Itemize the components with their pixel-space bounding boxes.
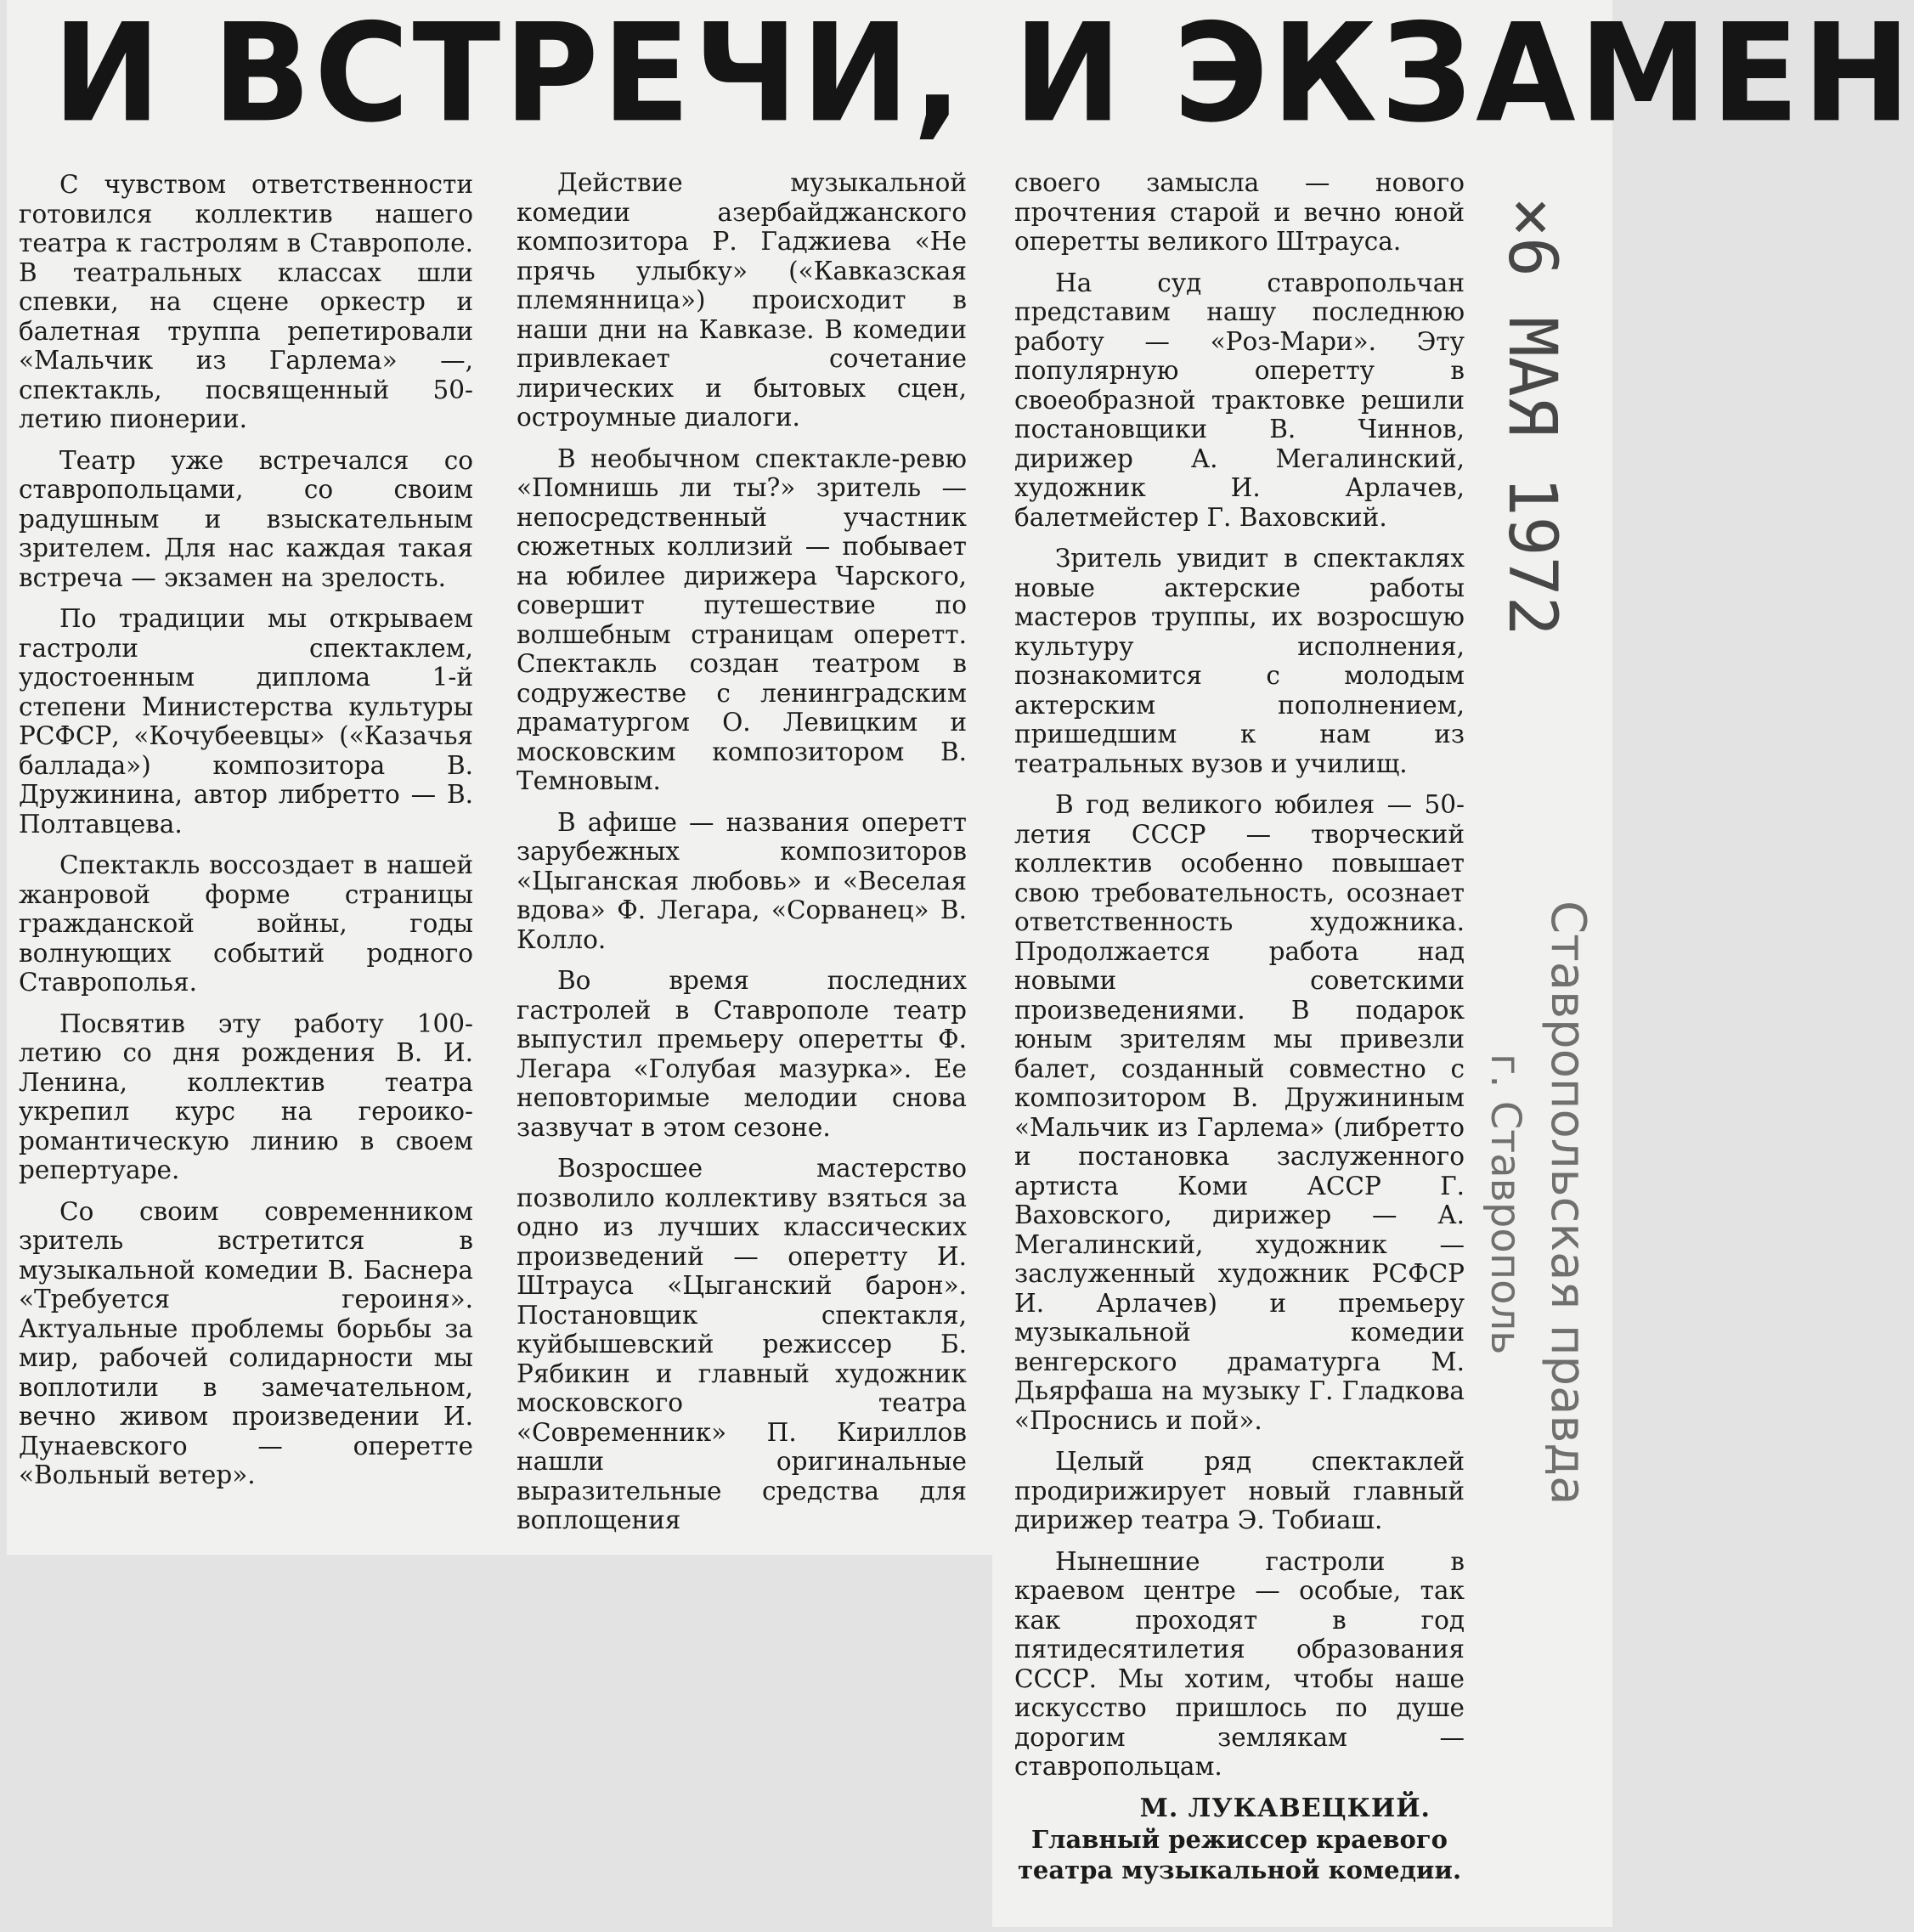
city-stamp: г. Ставрополь: [1482, 1054, 1529, 1355]
article-column-1: [19, 170, 473, 1502]
paragraph: Во время последних гастролей в Ставрополе театр выпустил премьеру оперетты Ф. Легара «Голубая мазурка». Ее неповторимые мелодии снова зазвучат в этом сезоне.: [517, 966, 967, 1142]
paragraph: По традиции мы открываем гастроли спектаклем, удостоенным диплома 1-й степени Министерства культуры РСФСР, «Кочубеевцы» («Казачья баллада») композитора В. Дружинина, автор либретто — В. Полтавцева.: [19, 604, 473, 839]
paragraph: На суд ставропольчан представим нашу последнюю работу — «Роз-Мари». Эту популярную оперетту в своеобразной трактовке решили постановщики В. Чиннов, дирижер А. Мегалинский, художник И. Арлачев, балетмейстер Г. Ваховский.: [1014, 268, 1465, 532]
paragraph: Зритель увидит в спектаклях новые актерские работы мастеров труппы, их возросшую культуру исполнения, познакомится с молодым актерским пополнением, пришедшим к нам из театральных вузов и училищ.: [1014, 544, 1465, 778]
paragraph: В год великого юбилея — 50-летия СССР — творческий коллектив особенно повышает свою требовательность, осознает ответственность художника. Продолжается работа над новыми советскими произведениями. В подарок юным зрителям мы привезли балет, созданный совместно с композитором В. Дружининым «Мальчик из Гарлема» (либретто и постановка заслуженного артиста Коми АССР Г. Ваховского, дирижер — А. Мегалинский, художник — заслуженный художник РСФСР И. Арлачев) и премьеру музыкальной комедии венгерского драматурга М. Дьярфаша на музыку Г. Гладкова «Проснись и пой».: [1014, 790, 1465, 1435]
paragraph: С чувством ответственности готовился коллектив нашего театра к гастролям в Ставрополе. В театральных классах шли спевки, на сцене оркестр и балетная труппа репетировали «Мальчик из Гарлема» —, спектакль, посвященный 50-летию пионерии.: [19, 170, 473, 433]
date-stamp: ×6 МАЯ 1972: [1493, 197, 1570, 636]
paragraph: Возросшее мастерство позволило коллективу взяться за одно из лучших классических произведений — оперетту И. Штрауса «Цыганский барон». Постановщик спектакля, куйбышевский режиссер Б. Рябикин и главный художник московского театра «Современник» П. Кириллов нашли оригинальные выразительные средства для воплощения: [517, 1154, 967, 1534]
paragraph: Спектакль воссоздает в нашей жанровой форме страницы гражданской войны, годы волнующих событий родного Ставрополья.: [19, 850, 473, 997]
paragraph: Действие музыкальной комедии азербайджанского композитора Р. Гаджиева «Не прячь улыбку» («Кавказская племянница») происходит в наши дни на Кавказе. В комедии привлекает сочетание лирических и бытовых сцен, остроумные диалоги.: [517, 168, 967, 432]
paragraph: своего замысла — нового прочтения старой и вечно юной оперетты великого Штрауса.: [1014, 168, 1465, 256]
paragraph: Театр уже встречался со ставропольцами, со своим радушным и взыскательным зрителем. Для нас каждая такая встреча — экзамен на зрелость.: [19, 445, 473, 592]
paragraph: Со своим современником зритель встретится в музыкальной комедии В. Баснера «Требуется героиня». Актуальные проблемы борьбы за мир, рабочей солидарности мы воплотили в замечательном, вечно живом произведении И. Дунаевского — оперетте «Вольный ветер».: [19, 1196, 473, 1489]
article-column-2: [517, 168, 967, 1547]
author-role: Главный режиссер краевого театра музыкальной комедии.: [1017, 1824, 1462, 1884]
paragraph: В необычном спектакле-ревю «Помнишь ли ты?» зритель — непосредственный участник сюжетных коллизий — побывает на юбилее дирижера Чарского, совершит путешествие по волшебным страницам оперетт. Спектакль создан театром в содружестве с ленинградским драматургом О. Левицким и московским композитором В. Темновым.: [517, 443, 967, 795]
headline: И ВСТРЕЧИ, И ЭКЗАМЕН: [53, 0, 1914, 153]
paragraph: Нынешние гастроли в краевом центре — особые, так как проходят в год пятидесятилетия образования СССР. Мы хотим, чтобы наше искусство пришлось по душе дорогим землякам — ставропольцам.: [1014, 1546, 1465, 1781]
paragraph: Целый ряд спектаклей продирижирует новый главный дирижер театра Э. Тобиаш.: [1014, 1447, 1465, 1534]
paragraph: Посвятив эту работу 100-летию со дня рождения В. И. Ленина, коллектив театра укрепил курс на героико-романтическую линию в своем репертуаре.: [19, 1008, 473, 1184]
article-column-3: [1014, 168, 1465, 1885]
paragraph: В афише — названия оперетт зарубежных композиторов «Цыганская любовь» и «Веселая вдова» Ф. Легара, «Сорванец» В. Колло.: [517, 807, 967, 954]
source-stamp: Ставропольская правда: [1540, 901, 1595, 1505]
author-name: М. ЛУКАВЕЦКИЙ.: [1139, 1793, 1431, 1823]
